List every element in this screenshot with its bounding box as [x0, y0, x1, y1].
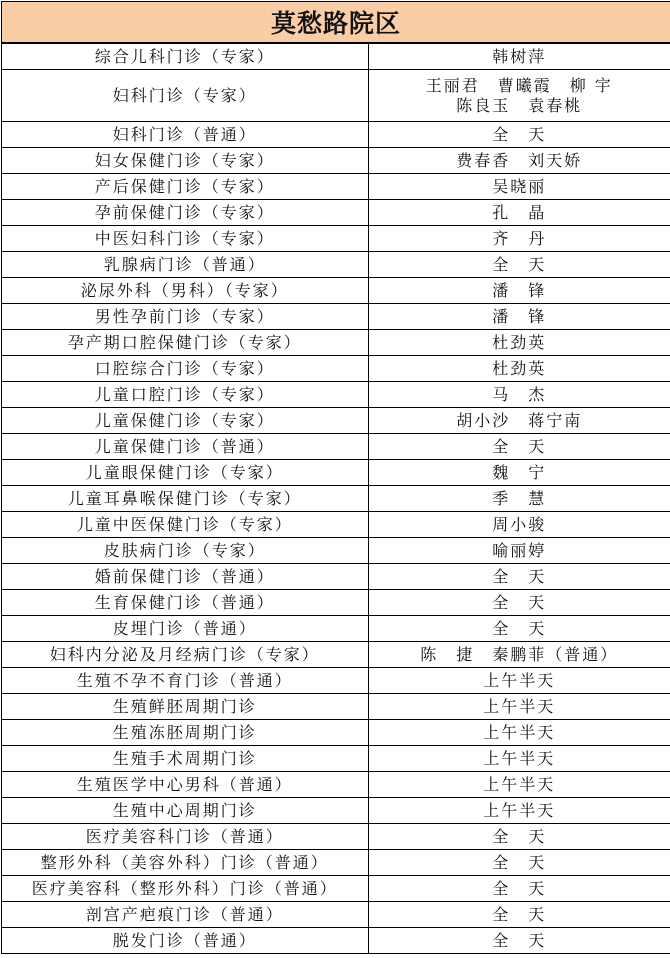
doctor-cell: 杜劲英 [368, 356, 670, 382]
table-row [2, 694, 670, 720]
doctor-cell: 全 天 [368, 252, 670, 278]
clinic-name-cell: 生育保健门诊（普通） [2, 590, 368, 616]
table-row [2, 642, 670, 668]
doctor-cell: 韩树萍 [368, 44, 670, 70]
clinic-name-cell: 医疗美容科门诊（普通） [2, 824, 368, 850]
clinic-name-cell: 生殖不孕不育门诊（普通） [2, 668, 368, 694]
doctor-cell: 陈 捷 秦鹏菲（普通） [368, 642, 670, 668]
table-row [2, 278, 670, 304]
table-row [2, 226, 670, 252]
clinic-name-cell: 儿童中医保健门诊（专家） [2, 512, 368, 538]
doctor-cell: 全 天 [368, 616, 670, 642]
clinic-name-cell: 妇科门诊（专家） [2, 70, 368, 122]
table-row [2, 772, 670, 798]
clinic-name-cell: 妇女保健门诊（专家） [2, 148, 368, 174]
table-row [2, 850, 670, 876]
doctor-cell: 上午半天 [368, 746, 670, 772]
doctor-cell: 上午半天 [368, 720, 670, 746]
table-row [2, 44, 670, 70]
doctor-cell: 全 天 [368, 122, 670, 148]
doctor-cell: 全 天 [368, 590, 670, 616]
doctor-cell: 季 慧 [368, 486, 670, 512]
campus-title: 莫愁路院区 [2, 1, 670, 43]
clinic-name-cell: 儿童保健门诊（专家） [2, 408, 368, 434]
table-row [2, 434, 670, 460]
clinic-name-cell: 生殖中心周期门诊 [2, 798, 368, 824]
clinic-name-cell: 医疗美容科（整形外科）门诊（普通） [2, 876, 368, 902]
clinic-name-cell: 中医妇科门诊（专家） [2, 226, 368, 252]
doctor-cell: 喻丽婷 [368, 538, 670, 564]
doctor-cell: 全 天 [368, 564, 670, 590]
clinic-name-cell: 妇科门诊（普通） [2, 122, 368, 148]
doctor-cell: 马 杰 [368, 382, 670, 408]
doctor-cell: 魏 宁 [368, 460, 670, 486]
clinic-name-cell: 生殖手术周期门诊 [2, 746, 368, 772]
clinic-name-cell: 儿童保健门诊（普通） [2, 434, 368, 460]
clinic-name-cell: 产后保健门诊（专家） [2, 174, 368, 200]
table-row [2, 798, 670, 824]
clinic-name-cell: 儿童眼保健门诊（专家） [2, 460, 368, 486]
doctor-cell: 全 天 [368, 928, 670, 954]
table-row [2, 616, 670, 642]
doctor-cell: 上午半天 [368, 668, 670, 694]
table-row [2, 382, 670, 408]
clinic-name-cell: 生殖医学中心男科（普通） [2, 772, 368, 798]
doctor-cell: 潘 锋 [368, 304, 670, 330]
doctor-cell: 全 天 [368, 824, 670, 850]
clinic-name-cell: 儿童耳鼻喉保健门诊（专家） [2, 486, 368, 512]
doctor-cell: 周小骏 [368, 512, 670, 538]
clinic-name-cell: 生殖冻胚周期门诊 [2, 720, 368, 746]
table-row [2, 928, 670, 954]
table-row [2, 590, 670, 616]
clinic-name-cell: 脱发门诊（普通） [2, 928, 368, 954]
table-row [2, 70, 670, 122]
clinic-name-cell: 泌尿外科（男科）（专家） [2, 278, 368, 304]
clinic-name-cell: 皮埋门诊（普通） [2, 616, 368, 642]
doctor-cell: 杜劲英 [368, 330, 670, 356]
table-row [2, 148, 670, 174]
clinic-name-cell: 孕产期口腔保健门诊（专家） [2, 330, 368, 356]
table-row [2, 486, 670, 512]
doctor-cell: 全 天 [368, 876, 670, 902]
clinic-name-cell: 口腔综合门诊（专家） [2, 356, 368, 382]
table-row [2, 356, 670, 382]
clinic-name-cell: 妇科内分泌及月经病门诊（专家） [2, 642, 368, 668]
clinic-name-cell: 婚前保健门诊（普通） [2, 564, 368, 590]
doctor-cell: 上午半天 [368, 798, 670, 824]
table-row [2, 252, 670, 278]
doctor-cell: 潘 锋 [368, 278, 670, 304]
table-row [2, 746, 670, 772]
table-row [2, 408, 670, 434]
clinic-name-cell: 乳腺病门诊（普通） [2, 252, 368, 278]
table-row [2, 538, 670, 564]
doctor-cell: 全 天 [368, 434, 670, 460]
table-row [2, 824, 670, 850]
table-row [2, 200, 670, 226]
table-row [2, 174, 670, 200]
table-row [2, 902, 670, 928]
table-row [2, 460, 670, 486]
table-row [2, 512, 670, 538]
doctor-cell: 全 天 [368, 902, 670, 928]
doctor-cell: 全 天 [368, 850, 670, 876]
clinic-name-cell: 男性孕前门诊（专家） [2, 304, 368, 330]
clinic-name-cell: 儿童口腔门诊（专家） [2, 382, 368, 408]
clinic-name-cell: 整形外科（美容外科）门诊（普通） [2, 850, 368, 876]
doctor-cell: 王丽君 曹曦霞 柳 宇 陈良玉 袁春桃 [368, 70, 670, 122]
clinic-name-cell: 剖宫产疤痕门诊（普通） [2, 902, 368, 928]
clinic-name-cell: 生殖鲜胚周期门诊 [2, 694, 368, 720]
doctor-cell: 上午半天 [368, 772, 670, 798]
table-row [2, 304, 670, 330]
doctor-cell: 吴晓丽 [368, 174, 670, 200]
table-row [2, 668, 670, 694]
schedule-sheet [1, 1, 670, 954]
doctor-cell: 费春香 刘天娇 [368, 148, 670, 174]
clinic-name-cell: 孕前保健门诊（专家） [2, 200, 368, 226]
doctor-cell: 孔 晶 [368, 200, 670, 226]
clinic-name-cell: 皮肤病门诊（专家） [2, 538, 368, 564]
doctor-cell: 胡小沙 蒋宁南 [368, 408, 670, 434]
doctor-cell: 齐 丹 [368, 226, 670, 252]
clinic-name-cell: 综合儿科门诊（专家） [2, 44, 368, 70]
table-row [2, 122, 670, 148]
table-row [2, 876, 670, 902]
table-row [2, 330, 670, 356]
table-row [2, 720, 670, 746]
table-row [2, 564, 670, 590]
clinic-schedule-table [2, 43, 670, 954]
doctor-cell: 上午半天 [368, 694, 670, 720]
